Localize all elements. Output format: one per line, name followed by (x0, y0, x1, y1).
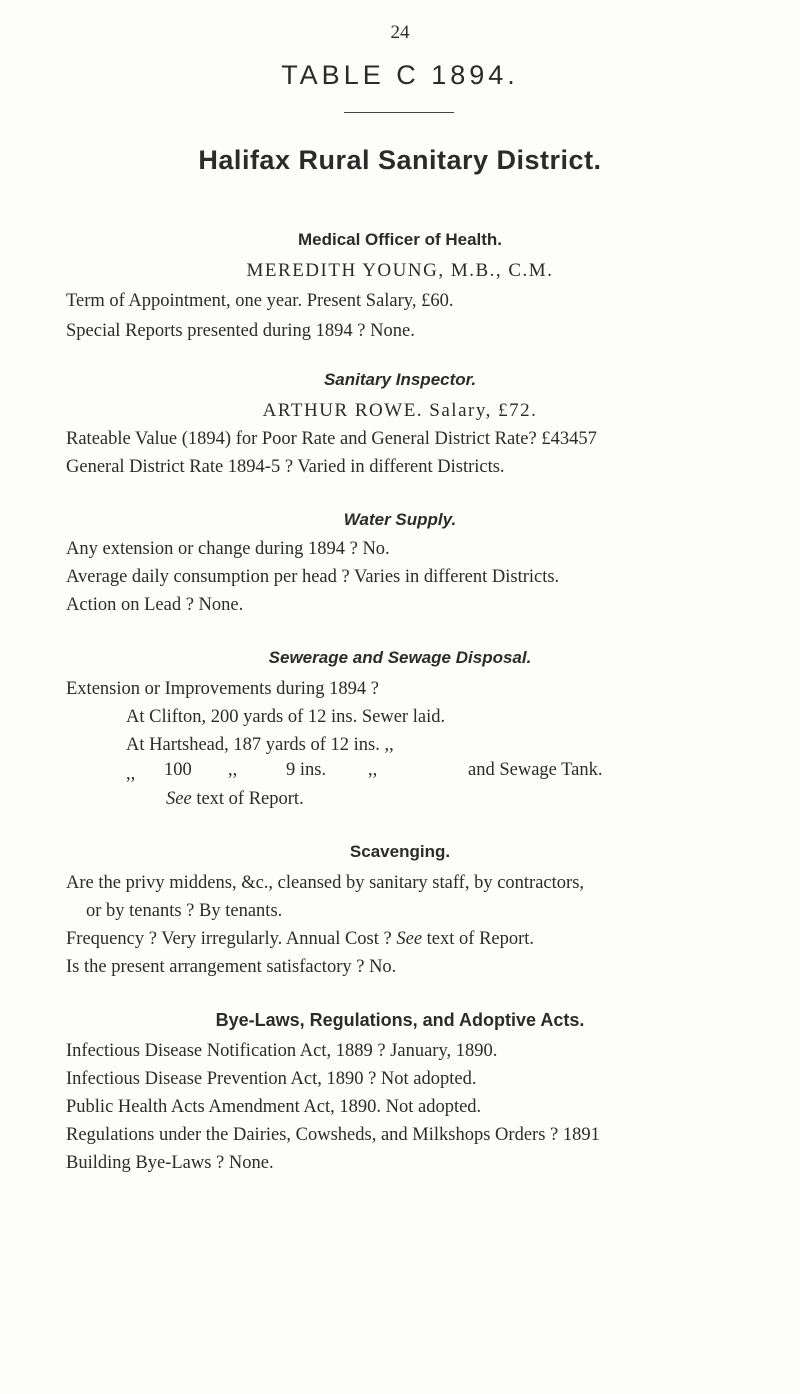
public-health-act-line: Public Health Acts Amendment Act, 1890. Not adopted. (66, 1097, 482, 1117)
term-line: Term of Appointment, one year. Present Salary, £60. (66, 291, 454, 311)
scavenging-heading: Scavenging. (349, 842, 451, 861)
title-rule (344, 112, 454, 113)
rateable-value-line: Rateable Value (1894) for Poor Rate and General District Rate? £43457 (66, 429, 597, 449)
medical-officer-heading: Medical Officer of Health. (297, 230, 503, 249)
sewerage-extension-line: Extension or Improvements during 1894 ? (66, 679, 379, 699)
scavenging-question-line2: or by tenants ? By tenants. (86, 901, 283, 921)
building-bye-laws-line: Building Bye-Laws ? None. (66, 1153, 274, 1173)
sewerage-see-text-line (166, 788, 304, 810)
sewerage-row3-ditto2: ,, (228, 760, 238, 780)
district-rate-line: General District Rate 1894-5 ? Varied in different Districts. (66, 457, 505, 477)
frequency-rest: text of Report. (426, 929, 535, 949)
notification-act-line: Infectious Disease Notification Act, 1889 ? January, 1890. (66, 1041, 498, 1061)
reports-line: Special Reports presented during 1894 ? None. (66, 321, 415, 341)
prevention-act-line: Infectious Disease Prevention Act, 1890 ? Not adopted. (66, 1069, 477, 1089)
medical-officer-name: MEREDITH YOUNG, M.B., C.M. (246, 260, 554, 281)
sewerage-row3-ins: 9 ins. (286, 760, 327, 780)
sewerage-hartshead-line: At Hartshead, 187 yards of 12 ins. ,, (126, 735, 394, 755)
see-rest: text of Report. (196, 789, 304, 809)
water-consumption-line: Average daily consumption per head ? Varies in different Districts. (66, 567, 560, 587)
sewerage-heading: Sewerage and Sewage Disposal. (268, 648, 532, 667)
sewerage-row3-ditto: ,, (126, 764, 136, 784)
see-italic: See (166, 789, 192, 809)
dairies-regulations-line: Regulations under the Dairies, Cowsheds, and Milkshops Orders ? 1891 (66, 1125, 600, 1145)
frequency-text: Frequency ? Very irregularly. Annual Cost ? (66, 929, 392, 949)
sewerage-row3-tank: and Sewage Tank. (468, 760, 603, 780)
water-extension-line: Any extension or change during 1894 ? No. (66, 539, 390, 559)
sewerage-row3-yards: 100 (164, 760, 192, 780)
scavenging-arrangement-line: Is the present arrangement satisfactory ? No. (66, 957, 397, 977)
frequency-see: See (396, 929, 423, 949)
sewerage-row3-ditto3: ,, (368, 760, 378, 780)
inspector-name-line: ARTHUR ROWE. Salary, £72. (262, 400, 538, 421)
district-title: Halifax Rural Sanitary District. (198, 145, 602, 175)
scavenging-frequency-line (66, 928, 534, 950)
water-supply-heading: Water Supply. (343, 510, 457, 529)
bye-laws-heading: Bye-Laws, Regulations, and Adoptive Acts. (215, 1010, 585, 1030)
water-lead-line: Action on Lead ? None. (66, 595, 244, 615)
table-title: TABLE C 1894. (281, 60, 519, 90)
sewerage-clifton-line: At Clifton, 200 yards of 12 ins. Sewer laid. (126, 707, 446, 727)
page-number: 24 (390, 22, 410, 43)
sanitary-inspector-heading: Sanitary Inspector. (323, 370, 477, 389)
scavenging-question-line1: Are the privy middens, &c., cleansed by sanitary staff, by contractors, (66, 873, 585, 893)
